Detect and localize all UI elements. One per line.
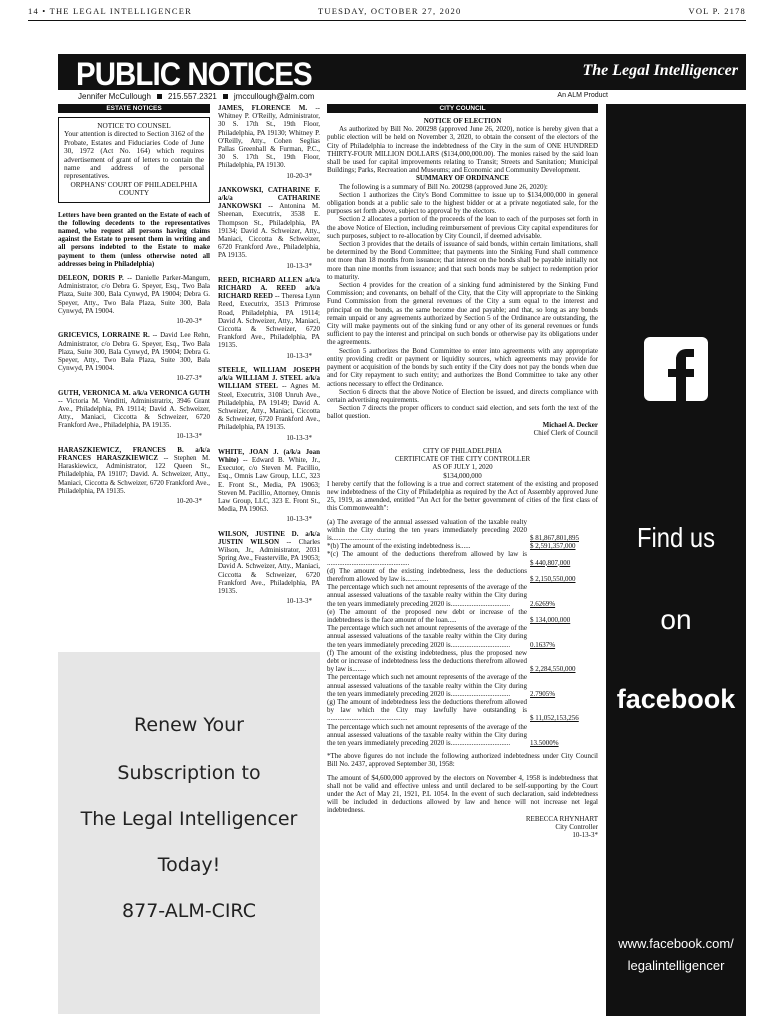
estate-column-2 <box>218 104 320 611</box>
notice-date: 10-20-3* <box>176 496 202 505</box>
statement-label: (f) The amount of the existing indebtedness, plus the proposed new debt or increase of indebtedness less the deductions therefrom allowed by law is........ <box>327 648 527 674</box>
summary-title: SUMMARY OF ORDINANCE <box>416 174 509 183</box>
statement-amount: $ 11,052,153,256 <box>530 714 579 723</box>
summary-intro: The following is a summary of Bill No. 200298 (approved June 26, 2020): <box>339 182 548 191</box>
section-6-text: Section 6 directs that the above Notice of Election be issued, and directs compliance with certain advertising requirements. <box>327 387 598 404</box>
estate-notice-list <box>58 274 210 505</box>
facebook-url-line-2[interactable]: legalintelligencer <box>627 958 725 973</box>
indebtedness-statement <box>327 518 598 748</box>
estate-notice <box>218 104 320 180</box>
renew-phone: 877-ALM-CIRC <box>122 900 256 922</box>
statement-label: *(c) The amount of the deductions therefrom allowed by law is ............................................... <box>327 550 527 567</box>
footnote-authorized-debt: *The above figures do not include the following authorized indebtedness under City Council Bill No. 2437, approved September 30, 1958: <box>327 752 598 769</box>
cert-amount: $134,000,000 <box>443 471 482 480</box>
notice-date: 10-27-3* <box>176 374 202 383</box>
page-title: PUBLIC NOTICES <box>76 56 312 92</box>
contact-email[interactable]: jmccullough@alm.com <box>233 92 315 101</box>
notice-date: 10-13-3* <box>176 431 202 440</box>
estate-notice <box>218 276 320 360</box>
decedent-name: JANKOWSKI, CATHARINE F. a/k/a CATHARINE JANKOWSKI <box>218 185 320 211</box>
renew-line-1: Renew Your <box>134 714 244 736</box>
statement-row <box>327 567 598 583</box>
certificate-paragraph: I hereby certify that the following is a true and correct statement of the existing and proposed new indebtedness of the City of Philadelphia as required by the Act of Assembly approved June 25, 1919, as amended, entitled "An Act for the better government of cities of the first class of this Commonwealth": <box>327 479 598 513</box>
statement-label: The percentage which such net amount represents of the average of the annual assessed valuations of the taxable realty within the City during the ten years immediately preceding 2020 is.................................. <box>327 673 527 698</box>
notice-date: 10-13-3* <box>286 597 312 606</box>
statement-row <box>327 550 598 566</box>
cert-line: CERTIFICATE OF THE CITY CONTROLLER <box>394 455 531 464</box>
find-us-text: Find us <box>636 522 716 553</box>
estate-notice-list <box>218 104 320 605</box>
notice-body: -- Stephen M. Haraskiewicz, Administrator, 122 Queen St., Philadelphia, PA 19107; David. A. Schweizer, Atty., Maniaci, Ciccotta & Schweizer, 6720 Frankford Ave., Philadelphia, PA 19135. <box>58 453 210 495</box>
section-2-text: Section 2 allocates a portion of the proceeds of the loan to each of the purposes set forth in the above Notice of Election, including reimbursement of previous City capital expenditures for such purposes, subject to re-allocation by City Council, if deemed advisable. <box>327 215 598 240</box>
section-header-city-council: CITY COUNCIL <box>327 104 598 113</box>
decedent-name: GUTH, VERONICA M. a/k/a VERONICA GUTH <box>58 388 210 397</box>
renew-line-4: Today! <box>157 854 221 876</box>
decedent-name: DELEON, DORIS P. <box>58 274 124 283</box>
signature-block-controller <box>327 815 598 840</box>
notice-to-counsel-title: NOTICE TO COUNSEL <box>97 121 171 130</box>
section-1-text: Section 1 authorizes the City's Bond Committee to issue up to $134,000,000 in general obligation bonds at a public sale to the highest bidder or at a private negotiated sale, for the purposes set forth above, subject to approval by the electors. <box>327 190 598 216</box>
section-4-text: Section 4 provides for the creation of a sinking fund administered by the Sinking Fund Commission; and covenants, on behalf of the City, that the City will appropriate to the Sinking Fund Commission from the general revenues of the City a sum equal to the interest and principal on the bonds, as the same become due and payable; and that, so long as any bonds remain unpaid or any agreements authorized by Section 5 of the Ordinance are outstanding, the City will make payments out of the sinking fund or any other of its general revenues or funds sufficient to pay the interest and principal on such bonds or otherwise pay its obligations under the agreements. <box>327 281 598 347</box>
cert-line: CITY OF PHILADELPHIA <box>422 446 503 455</box>
decedent-name: WHITE, JOAN J. (a/k/a Joan White) <box>218 447 320 464</box>
decedent-name: GRICEVICS, LORRAINE R. <box>58 331 150 340</box>
estate-notice <box>218 186 320 270</box>
section-7-text: Section 7 directs the proper officers to conduct said election, and sets forth the text of the ballot question. <box>327 404 598 421</box>
statement-row <box>327 723 598 748</box>
product-tag: An ALM Product <box>557 92 608 99</box>
notice-date: 10-13-3* <box>286 351 312 360</box>
signature-block-clerk <box>327 421 598 437</box>
statement-amount: $ 2,284,550,000 <box>530 665 576 674</box>
certificate-header <box>327 447 598 480</box>
on-text: on <box>660 604 692 635</box>
facebook-wordmark: facebook <box>616 684 736 714</box>
signer-title: City Controller <box>555 822 598 831</box>
publication-logo: The Legal Intelligencer <box>582 62 738 79</box>
notice-date: 10-13-3* <box>572 831 598 840</box>
public-notices-banner <box>58 54 746 90</box>
running-head <box>28 6 746 18</box>
notice-to-counsel-body: Your attention is directed to Section 3162 of the Probate, Estates and Fiduciaries Code of June 30, 1972 (Act No. 164) which requires advertisement of grant of letters to contain the name and address of the personal representatives. <box>64 129 204 181</box>
volume-page: VOL P. 2178 <box>688 6 746 16</box>
decedent-name: HARASZKIEWICZ, FRANCES B. a/k/a FRANCES HARASZKIEWICZ <box>58 445 210 462</box>
notice-body: -- Edward B. White, Jr., Executor, c/o Steven M. Pacillio, Esq., Omnis Law Group, LLC, 323 E. Front St., Media, PA 19063; Steven M. Pacillio, Attorney, Omnis Law Group, LLC, 323 E. Front St., Media, PA 19063. <box>218 455 320 514</box>
notice-to-counsel-box <box>58 117 210 203</box>
footnote-self-supporting: The amount of $4,600,000 approved by the electors on November 4, 1958 is indebtedness that shall not be valid and effective unless and until declared to be self-supporting by the Court under the Act of May 21, 1921, P.L 1054. In the event of such declaration, said indebtedness will be included in deductions allowed by law and hence will not increase net legal indebtedness. <box>327 773 598 815</box>
notice-date: 10-13-3* <box>286 433 312 442</box>
decedent-name: WILSON, JUSTINE D. a/k/a JUSTIN WILSON <box>218 529 320 546</box>
statement-row <box>327 608 598 624</box>
section-header-estate: ESTATE NOTICES <box>58 104 210 113</box>
estate-notice <box>218 366 320 442</box>
statement-row <box>327 673 598 698</box>
decedent-name: JAMES, FLORENCE M. <box>218 104 308 112</box>
statement-amount: $ 440,807,000 <box>530 558 571 567</box>
issue-date: TUESDAY, OCTOBER 27, 2020 <box>318 6 462 16</box>
statement-label: (e) The amount of the proposed new debt or increase of the indebtedness is the face amount of the loan..... <box>327 607 527 624</box>
statement-row <box>327 698 598 723</box>
statement-label: The percentage which such net amount represents of the average of the annual assessed valuations of the taxable realty within the City during the ten years immediately preceding 2020 is.................................. <box>327 624 527 649</box>
page-folio: 14 • THE LEGAL INTELLIGENCER <box>28 6 193 16</box>
statement-amount: 2.6269% <box>530 599 556 608</box>
decedent-name: REED, RICHARD ALLEN a/k/a RICHARD A. REED a/k/a RICHARD REED <box>218 275 320 301</box>
facebook-ad[interactable] <box>606 104 746 1016</box>
bullet-icon <box>223 94 228 99</box>
notice-body: -- Charles Wilson, Jr., Administrator, 2031 Spring Ave., Feasterville, PA 19053; David A. Schweizer, Atty., Maniaci, Ciccotta & Schweizer, 6720 Frankford Ave., Philadelphia, PA 19135. <box>218 537 320 595</box>
notice-body: -- Whitney P. O'Reilly, Administrator, 30 S. 17th St., 19th Floor, Philadelphia, PA 19130; Whitney P. O'Reilly, Atty., Cohen Seglias Pallas Greenhall & Furman, P.C., 30 S. 17th St., 19th Floor, Philadelphia, PA 19130. <box>218 104 320 170</box>
signer-title: Chief Clerk of Council <box>533 428 598 437</box>
estate-notice <box>58 331 210 382</box>
statement-amount: $ 134,000,000 <box>530 615 571 624</box>
notice-body: -- Antonina M. Sheenan, Executrix, 3538 E. Thompson St., Philadelphia, PA 19134; David A. Schweizer, Atty., Maniaci, Ciccotta & Schweizer, 6720 Frankford Ave., Philadelphia, PA 19135. <box>218 202 320 260</box>
signer-name: Michael A. Decker <box>542 420 598 429</box>
statement-label: The percentage which such net amount represents of the average of the annual assessed valuations of the taxable realty within the City during the ten years immediately preceding 2020 is.................................. <box>327 722 527 748</box>
statement-label: (d) The amount of the existing indebtedness, less the deductions therefrom allowed by law is............. <box>327 566 527 583</box>
orphans-court-title: ORPHANS' COURT OF PHILADELPHIA COUNTY <box>70 179 198 198</box>
estate-notice <box>218 448 320 524</box>
notice-date: 10-20-3* <box>176 317 202 326</box>
statement-label: (g) The amount of indebtedness less the deductions therefrom allowed by law which the City may lawfully have outstanding is .............................................. <box>327 698 527 723</box>
statement-row <box>327 518 598 543</box>
section-3-text: Section 3 provides that the details of issuance of said bonds, within certain limitations, shall be determined by the Bond Committee; that payments into the Sinking Fund shall commence not more than 18 months from issuance; that interest on the bonds shall be payable initially not more than nine months from issuance; and that such bonds may be subject to redemption prior to maturity. <box>327 240 598 281</box>
statement-amount: $ 2,150,550,000 <box>530 574 576 583</box>
estate-notice <box>58 389 210 440</box>
decedent-name: STEELE, WILLIAM JOSEPH a/k/a WILLIAM J. STEEL a/k/a WILLIAM STEEL <box>218 365 320 391</box>
estate-notice <box>218 530 320 606</box>
facebook-icon <box>644 337 708 401</box>
contact-line <box>78 92 314 101</box>
contact-name: Jennifer McCullough <box>78 92 151 101</box>
facebook-url-line-1[interactable]: www.facebook.com/ <box>618 936 734 951</box>
notice-of-election-title: NOTICE OF ELECTION <box>423 117 502 125</box>
notice-body: -- Danielle Parker-Mangum, Administrator, c/o Debra G. Speyer, Esq., Two Bala Plaza, Suite 300, Bala Cynwyd, PA 19004; Debra G. Speyer, Atty., Two Bala Plaza, Suite 300, Bala Cynwyd, PA 19004. <box>58 274 210 315</box>
notice-date: 10-20-3* <box>286 171 312 180</box>
notice-date: 10-13-3* <box>286 261 312 270</box>
notice-body: -- Victoria M. Venditti, Administratrix, 3946 Grant Ave., Philadelphia, PA 19114; David A. Schweizer, Atty., Maniaci, Ciccotta & Schweizer, 6720 Frankford Ave., Philadelphia, PA 19135. <box>58 396 210 430</box>
statement-row <box>327 542 598 550</box>
statement-amount: $ 81,867,801,895 <box>530 533 579 542</box>
election-paragraph: As authorized by Bill No. 200298 (approved June 26, 2020), notice is hereby given that a public election will be held on November 3, 2020, to obtain the consent of the electors of the City of Philadelphia to increase the indebtedness of the City in the sum of ONE HUNDRED THIRTY-FOUR MILLION DOLLARS ($134,000,000.00). The monies raised by the said loan shall be used for capital improvements relating to Transit; Streets and Sanitation; Municipal Buildings; Parks, Recreation and Museums; and Economic and Community Development. <box>327 125 598 175</box>
statement-row <box>327 649 598 674</box>
signer-name: REBECCA RHYNHART <box>525 814 598 823</box>
estate-column-1 <box>58 104 210 511</box>
notice-body: -- Agnes M. Steel, Executrix, 3108 Unruh Ave., Philadelphia, PA 19149; David A. Schweizer, Atty., Maniaci, Ciccotta & Schweizer, 6720 Frankford Ave., Philadelphia, PA 19135. <box>218 382 320 432</box>
statement-amount: 0.1637% <box>530 640 556 649</box>
renew-line-2: Subscription to <box>117 762 261 784</box>
cert-line: AS OF JULY 1, 2020 <box>432 463 493 472</box>
renew-subscription-ad <box>58 652 320 1014</box>
notice-date: 10-13-3* <box>286 515 312 524</box>
statement-amount: $ 2,591,357,000 <box>530 542 576 551</box>
renew-line-3: The Legal Intelligencer <box>80 808 298 830</box>
notice-body: -- Theresa Lynn Reed, Executrix, 3513 Primrose Road, Philadelphia, PA 19114; David A. Schweizer, Atty., Maniaci, Ciccotta & Schweizer, 6720 Frankford Ave., Philadelphia, PA 19135. <box>218 292 320 350</box>
estate-intro: Letters have been granted on the Estate of each of the following decedents to the representatives named, who request all persons having claims against the Estate to present them in writing and all persons indebted to the Estate to make payment to them (unless otherwise noted all addresses being in Philadelphia) <box>58 210 210 268</box>
bullet-icon <box>157 94 162 99</box>
header-rule <box>28 20 746 21</box>
statement-row <box>327 624 598 649</box>
statement-amount: 13.5000% <box>530 739 559 748</box>
estate-notice <box>58 274 210 325</box>
statement-amount: 2.7905% <box>530 689 556 698</box>
contact-phone: 215.557.2321 <box>167 92 217 101</box>
statement-label: The percentage which such net amount represents of the average of the annual assessed valuations of the taxable realty within the City during the ten years immediately preceding 2020 is.................................. <box>327 583 527 608</box>
notice-body: -- David Lee Rehn, Administrator, c/o Debra G. Speyer, Esq., Two Bala Plaza, Suite 300, Bala Cynwyd, PA 19004; Debra G. Speyer, Atty., Two Bala Plaza, Suite 300, Bala Cynwyd, PA 19004. <box>58 331 210 373</box>
statement-label: *(b) The amount of the existing indebtedness is...... <box>327 542 471 551</box>
city-council-column <box>327 104 598 839</box>
statement-row <box>327 583 598 608</box>
statement-label: (a) The average of the annual assessed valuation of the taxable realty within the City during the ten years immediately preceding 2020 is.................................. <box>327 517 527 542</box>
section-5-text: Section 5 authorizes the Bond Committee to enter into agreements with any appropriate entity providing credit or payment or liquidity sources, which agreements may provide for payment or acquisition of the bonds by such entity if the City does not pay the bonds when due and for City repayment to such entity; and authorizes the Bond Committee to take any other actions necessary to effect the Ordinance. <box>327 346 598 388</box>
estate-notice <box>58 446 210 505</box>
